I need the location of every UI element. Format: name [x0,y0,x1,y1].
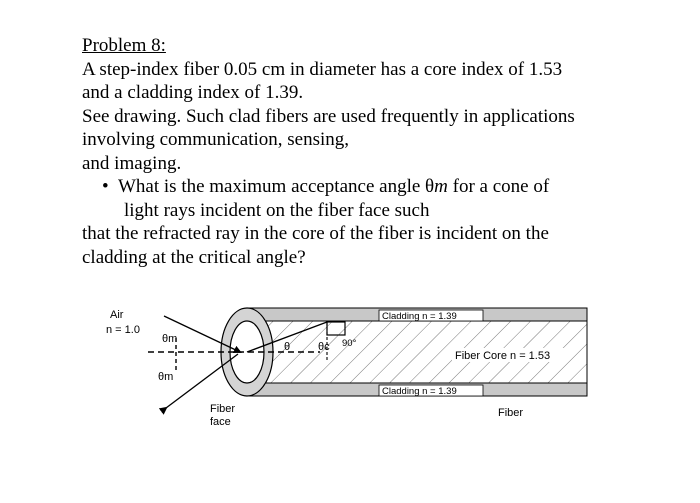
theta-c-label: θc [318,341,330,353]
problem-line: that the refracted ray in the core of the fiber is incident on the [82,223,549,244]
problem-line: See drawing. Such clad fibers are used frequently in applications [82,105,575,127]
bullet-text-a: What is the maximum acceptance angle θ [118,176,435,197]
bullet-continuation: light rays incident on the fiber face such [124,199,430,221]
fiber-face-label-1: Fiber [210,403,236,415]
fiber-face-label-2: face [210,416,231,428]
problem-line: cladding at the critical angle? [82,246,306,268]
theta-label: θ [284,341,291,353]
core-label: Fiber Core n = 1.53 [455,350,551,362]
right-angle-label: 90° [342,338,357,349]
problem-line: A step-index fiber 0.05 cm in diameter has a core index of 1.53 [82,58,563,80]
air-label: Air [110,309,124,321]
cladding-bottom-label: Cladding n = 1.39 [382,386,457,397]
theta-m-top-label: θm [162,333,178,345]
problem-line: and a cladding index of 1.39. [82,82,304,103]
bullet-dot-icon: • [102,176,109,197]
fiber-label: Fiber [498,407,524,419]
problem-line: involving communication, sensing, [82,129,350,150]
bullet-text-b: for a cone of [447,176,550,197]
problem-title: Problem 8: [82,35,166,56]
cladding-top-label: Cladding n = 1.39 [382,311,457,322]
air-index-label: n = 1.0 [106,324,140,336]
theta-m-bottom-label: θm [158,371,174,383]
problem-line: and imaging. [82,152,182,174]
bullet-text-italic: m [434,176,448,197]
